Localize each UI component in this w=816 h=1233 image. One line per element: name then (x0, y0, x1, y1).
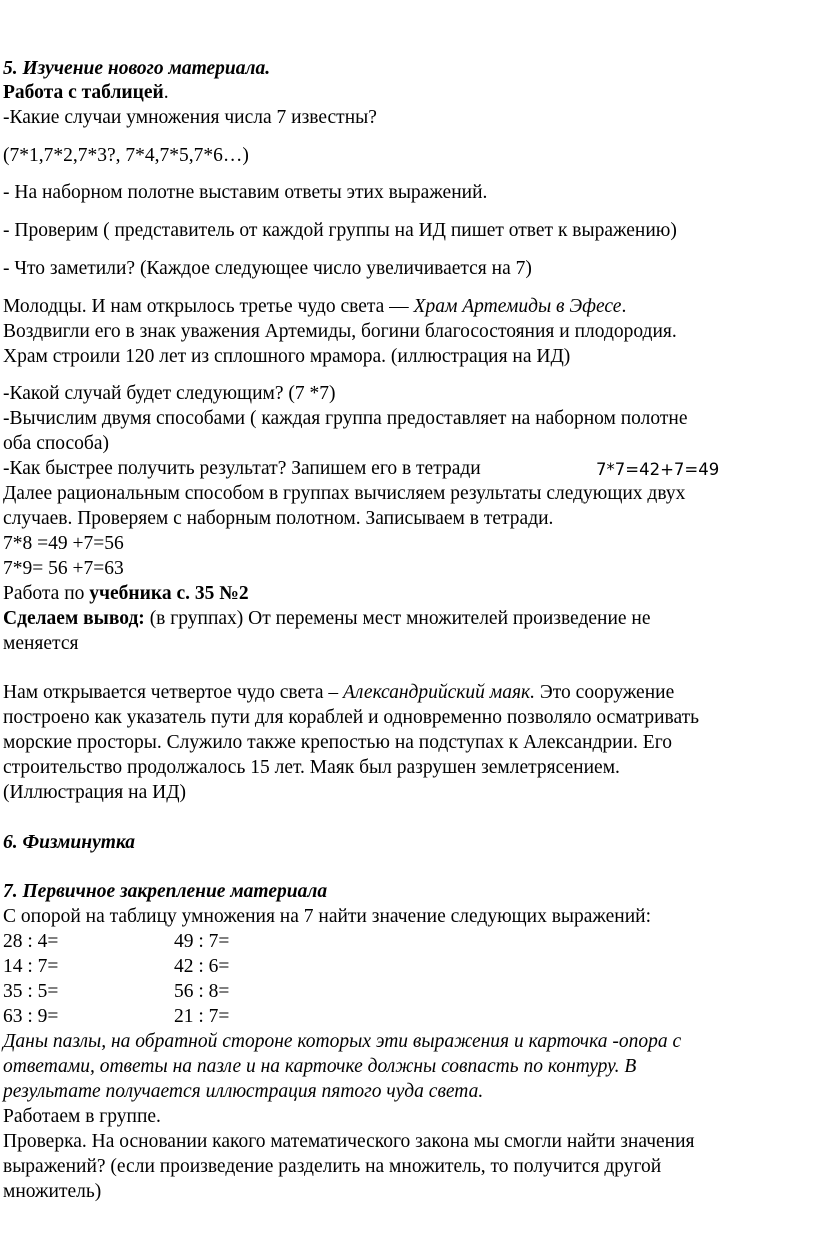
fast-result-formula: 7*7=42+7=49 (596, 460, 720, 479)
expression-row (3, 930, 403, 954)
wonder3-line2: Воздвигли его в знак уважения Артемиды, богини благосостояния и плодородия. (3, 321, 677, 342)
expression-row (3, 980, 403, 1004)
wonder3-line1 (3, 295, 626, 319)
example-7x9: 7*9= 56 +7=63 (3, 558, 124, 579)
cases-list: (7*1,7*2,7*3?, 7*4,7*5,7*6…) (3, 145, 249, 166)
expression-right: 56 : 8= (174, 981, 230, 1002)
textbook-ref: учебника с. 35 №2 (89, 583, 249, 604)
wonder4-lead: Нам открывается четвертое чудо света – (3, 682, 344, 703)
expression-right: 42 : 6= (174, 956, 230, 977)
calc-two-ways-line2: оба способа) (3, 433, 110, 454)
step-set-answers: - На наборном полотне выставим ответы этих выражений. (3, 182, 488, 203)
expression-left: 28 : 4= (3, 931, 59, 952)
wonder4-line4: строительство продолжалось 15 лет. Маяк был разрушен землетрясением. (3, 757, 620, 778)
wonder4-line1 (3, 681, 674, 705)
expression-right: 21 : 7= (174, 1006, 230, 1027)
conclusion-line1 (3, 607, 651, 631)
example-7x8: 7*8 =49 +7=56 (3, 533, 124, 554)
section-7-task: С опорой на таблицу умножения на 7 найти значение следующих выражений: (3, 906, 652, 927)
conclusion-label: Сделаем вывод: (3, 608, 145, 629)
fast-result-line (3, 457, 720, 481)
puzzle-line1: Даны пазлы, на обратной стороне которых эти выражения и карточка -опора с (3, 1031, 682, 1052)
wonder4-line3: морские просторы. Служило также крепостью на подступах к Александрии. Его (3, 732, 672, 753)
puzzle-line2: ответами, ответы на пазле и на карточке должны совпасть по контуру. В (3, 1056, 637, 1077)
section-6-heading: 6. Физминутка (3, 832, 136, 853)
wonder3-line3: Храм строили 120 лет из сплошного мрамора. (иллюстрация на ИД) (3, 346, 571, 367)
question-next-case: -Какой случай будет следующим? (7 *7) (3, 383, 336, 404)
check-line1: Проверка. На основании какого математического закона мы смогли найти значения (3, 1131, 695, 1152)
further-line1: Далее рациональным способом в группах вычисляем результаты следующих двух (3, 483, 686, 504)
check-line3: множитель) (3, 1181, 102, 1202)
wonder4-line2: построено как указатель пути для кораблей и одновременно позволяло осматривать (3, 707, 700, 728)
work-table-line (3, 81, 169, 105)
expression-row (3, 1005, 403, 1029)
question-known-cases: -Какие случаи умножения числа 7 известны? (3, 107, 377, 128)
puzzle-line3: результате получается иллюстрация пятого чуда света. (3, 1081, 484, 1102)
conclusion-line2: меняется (3, 633, 79, 654)
group-work-line: Работаем в группе. (3, 1106, 161, 1127)
wonder3-lead: Молодцы. И нам открылось третье чудо света — (3, 296, 414, 317)
further-line2: случаев. Проверяем с наборным полотном. Записываем в тетради. (3, 508, 554, 529)
textbook-lead: Работа по (3, 583, 90, 604)
section-7-heading: 7. Первичное закрепление материала (3, 881, 328, 902)
expression-left: 63 : 9= (3, 1006, 59, 1027)
wonder4-line1-end: Это сооружение (535, 682, 675, 703)
step-check: - Проверим ( представитель от каждой группы на ИД пишет ответ к выражению) (3, 220, 677, 241)
fast-result-question: -Как быстрее получить результат? Запишем его в тетради (3, 458, 481, 479)
conclusion-text: (в группах) От перемены мест множителей произведение не (144, 608, 651, 629)
expression-row (3, 955, 403, 979)
section-5-heading: 5. Изучение нового материала. (3, 58, 271, 79)
wonder4-line5: (Иллюстрация на ИД) (3, 782, 186, 803)
wonder4-name: Александрийский маяк. (343, 682, 536, 703)
work-table-dot: . (163, 82, 169, 103)
step-noticed: - Что заметили? (Каждое следующее число увеличивается на 7) (3, 258, 532, 279)
work-table-label: Работа с таблицей (3, 82, 164, 103)
check-line2: выражений? (если произведение разделить на множитель, то получится другой (3, 1156, 662, 1177)
textbook-line (3, 582, 249, 606)
wonder3-name: Храм Артемиды в Эфесе (413, 296, 622, 317)
wonder3-end: . (621, 296, 627, 317)
calc-two-ways-line1: -Вычислим двумя способами ( каждая группа предоставляет на наборном полотне (3, 408, 688, 429)
expression-left: 14 : 7= (3, 956, 59, 977)
expression-left: 35 : 5= (3, 981, 59, 1002)
expression-right: 49 : 7= (174, 931, 230, 952)
